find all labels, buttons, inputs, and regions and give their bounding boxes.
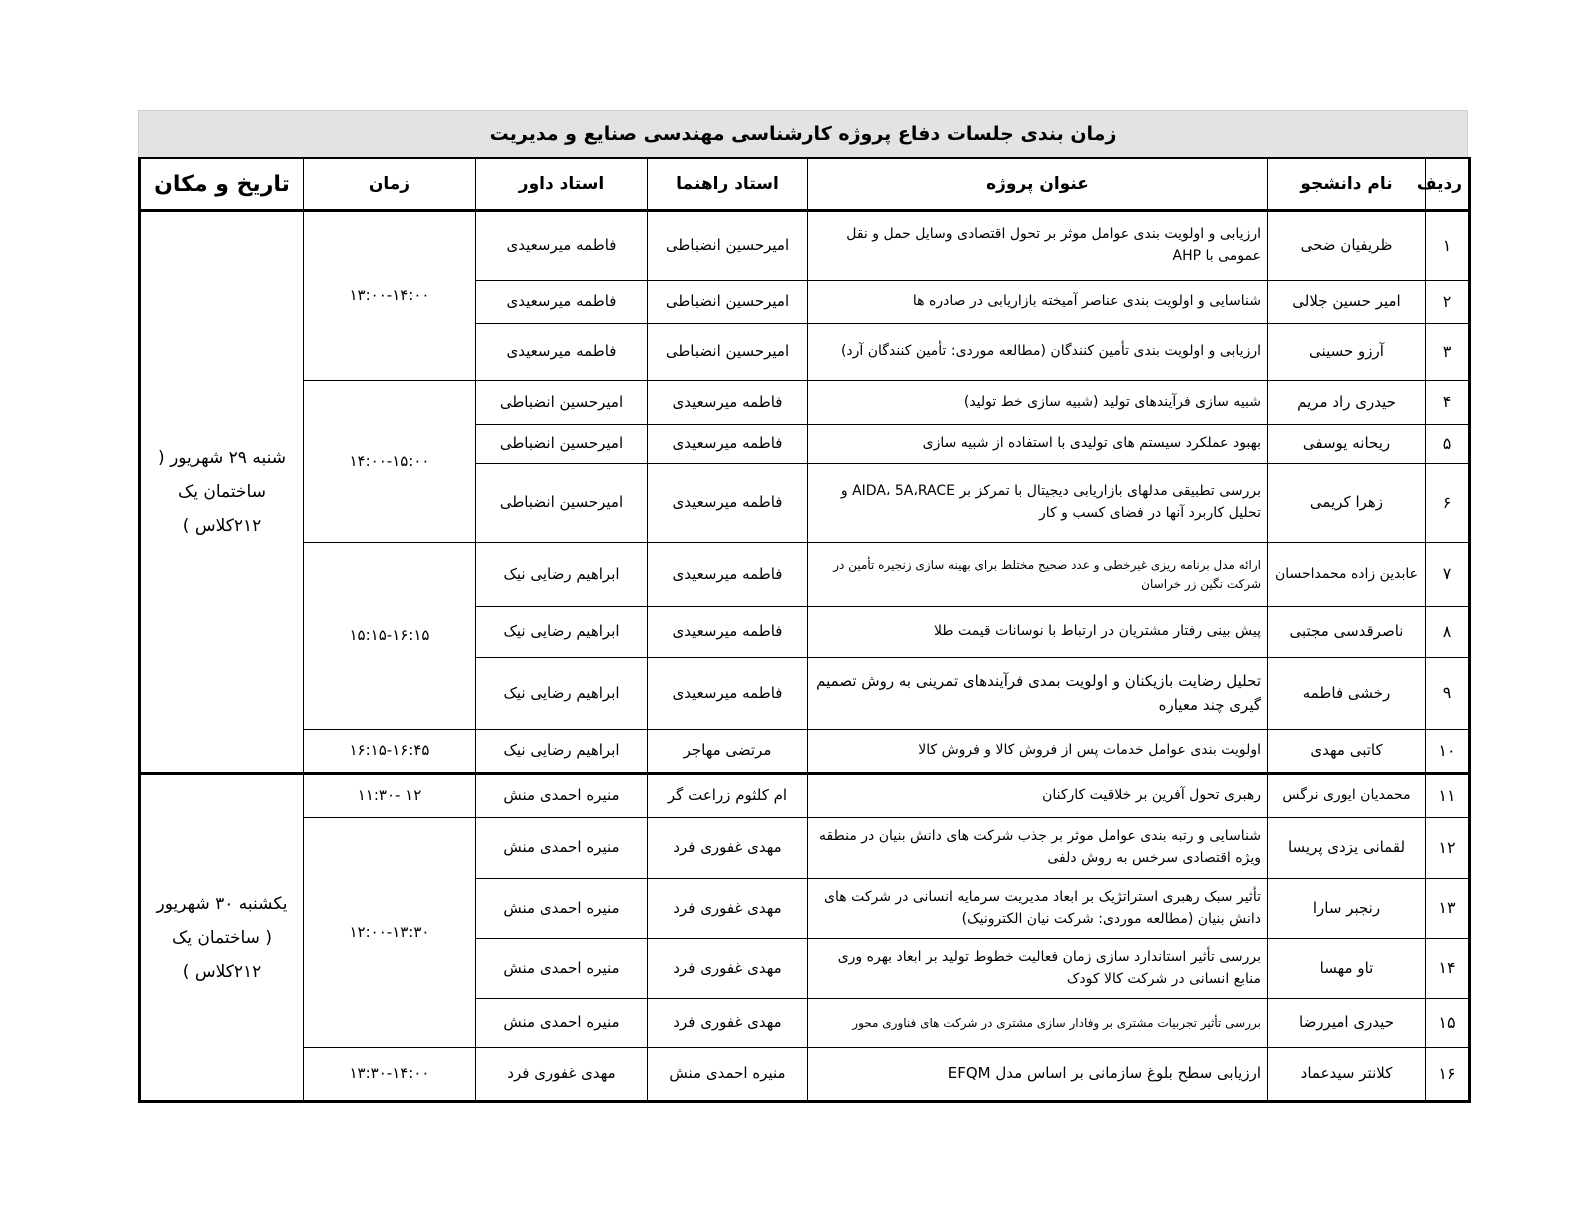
advisor-name: فاطمه میرسعیدی (648, 464, 808, 543)
time-slot: ۱۴:۰۰-۱۵:۰۰ (304, 381, 476, 543)
header-advisor: استاد راهنما (648, 158, 808, 211)
advisor-name: مرتضی مهاجر (648, 730, 808, 774)
row-number: ۱۰ (1426, 730, 1470, 774)
time-slot: ۱۳:۰۰-۱۴:۰۰ (304, 211, 476, 381)
page-title: زمان بندی جلسات دفاع پروژه کارشناسی مهندسی صنایع و مدیریت (138, 110, 1468, 157)
advisor-name: فاطمه میرسعیدی (648, 658, 808, 730)
row-number: ۳ (1426, 324, 1470, 381)
table-row (140, 730, 1470, 774)
student-name: ریحانه یوسفی (1268, 425, 1426, 464)
table-row (140, 818, 1470, 879)
project-title: شناسایی و رتبه بندی عوامل موثر بر جذب شرکت های دانش بنیان در منطقه ویژه اقتصادی سرخس به روش دلفی (808, 818, 1268, 879)
date-location: یکشنبه ۳۰ شهریور ( ساختمان یک ۲۱۲کلاس ) (140, 774, 304, 1102)
project-title: ارائه مدل برنامه ریزی غیرخطی و عدد صحیح مختلط برای بهینه سازی زنجیره تأمین در شرکت نگین زر خراسان (808, 543, 1268, 607)
referee-name: امیرحسین انضباطی (476, 464, 648, 543)
referee-name: منیره احمدی منش (476, 999, 648, 1048)
time-slot: ۱۳:۳۰-۱۴:۰۰ (304, 1048, 476, 1102)
schedule-table (138, 157, 1471, 1103)
project-title: ارزیابی و اولویت بندی عوامل موثر بر تحول اقتصادی وسایل حمل و نقل عمومی با AHP (808, 211, 1268, 281)
schedule-sheet (138, 110, 1468, 1103)
row-number: ۱۶ (1426, 1048, 1470, 1102)
header-referee: استاد داور (476, 158, 648, 211)
date-location: شنبه ۲۹ شهریور ( ساختمان یک ۲۱۲کلاس ) (140, 211, 304, 774)
advisor-name: ام کلثوم زراعت گر (648, 774, 808, 818)
project-title: بررسی تأثیر تجربیات مشتری بر وفادار سازی مشتری در شرکت های فناوری محور (808, 999, 1268, 1048)
table-row (140, 211, 1470, 281)
table-row (140, 381, 1470, 425)
project-title: پیش بینی رفتار مشتریان در ارتباط با نوسانات قیمت طلا (808, 607, 1268, 658)
row-number: ۴ (1426, 381, 1470, 425)
advisor-name: فاطمه میرسعیدی (648, 425, 808, 464)
referee-name: مهدی غفوری فرد (476, 1048, 648, 1102)
row-number: ۱۴ (1426, 939, 1470, 999)
project-title: رهبری تحول آفرین بر خلاقیت کارکنان (808, 774, 1268, 818)
student-name: رنجبر سارا (1268, 879, 1426, 939)
project-title: اولویت بندی عوامل خدمات پس از فروش کالا و فروش کالا (808, 730, 1268, 774)
student-name: کاتبی مهدی (1268, 730, 1426, 774)
header-row (140, 158, 1470, 211)
advisor-name: امیرحسین انضباطی (648, 211, 808, 281)
row-number: ۱۳ (1426, 879, 1470, 939)
advisor-name: مهدی غفوری فرد (648, 939, 808, 999)
referee-name: منیره احمدی منش (476, 939, 648, 999)
row-number: ۲ (1426, 281, 1470, 324)
row-number: ۸ (1426, 607, 1470, 658)
row-number: ۱۲ (1426, 818, 1470, 879)
referee-name: منیره احمدی منش (476, 774, 648, 818)
advisor-name: امیرحسین انضباطی (648, 281, 808, 324)
referee-name: منیره احمدی منش (476, 879, 648, 939)
advisor-name: مهدی غفوری فرد (648, 999, 808, 1048)
student-name: کلانتر سیدعماد (1268, 1048, 1426, 1102)
table-row (140, 543, 1470, 607)
advisor-name: امیرحسین انضباطی (648, 324, 808, 381)
project-title: بررسی تطبیقی مدلهای بازاریابی دیجیتال با تمرکز بر AIDA، 5A،RACE و تحلیل کاربرد آنها در فضای کسب و کار (808, 464, 1268, 543)
referee-name: ابراهیم رضایی نیک (476, 658, 648, 730)
student-name: محمدیان ایوری نرگس (1268, 774, 1426, 818)
referee-name: امیرحسین انضباطی (476, 425, 648, 464)
time-slot: ۱۶:۱۵-۱۶:۴۵ (304, 730, 476, 774)
header-datetime: تاریخ و مکان (140, 158, 304, 211)
row-number: ۵ (1426, 425, 1470, 464)
project-title: ارزیابی و اولویت بندی تأمین کنندگان (مطالعه موردی: تأمین کنندگان آرد) (808, 324, 1268, 381)
project-title: تأثیر سبک رهبری استراتژیک بر ابعاد مدیریت سرمایه انسانی در شرکت های دانش بنیان (مطالعه موردی: شرکت نیان الکترونیک) (808, 879, 1268, 939)
referee-name: ابراهیم رضایی نیک (476, 730, 648, 774)
student-name: آرزو حسینی (1268, 324, 1426, 381)
advisor-name: فاطمه میرسعیدی (648, 381, 808, 425)
row-number: ۱ (1426, 211, 1470, 281)
project-title: شبیه سازی فرآیندهای تولید (شبیه سازی خط تولید) (808, 381, 1268, 425)
project-title: بهبود عملکرد سیستم های تولیدی با استفاده از شبیه سازی (808, 425, 1268, 464)
row-number: ۱۵ (1426, 999, 1470, 1048)
header-time: زمان (304, 158, 476, 211)
advisor-name: فاطمه میرسعیدی (648, 543, 808, 607)
referee-name: فاطمه میرسعیدی (476, 324, 648, 381)
header-student: نام دانشجو (1268, 158, 1426, 211)
student-name: حیدری امیررضا (1268, 999, 1426, 1048)
referee-name: ابراهیم رضایی نیک (476, 607, 648, 658)
student-name: ناصرقدسی مجتبی (1268, 607, 1426, 658)
student-name: تاو مهسا (1268, 939, 1426, 999)
header-row-number: ردیف (1426, 158, 1470, 211)
referee-name: فاطمه میرسعیدی (476, 211, 648, 281)
advisor-name: فاطمه میرسعیدی (648, 607, 808, 658)
table-row (140, 774, 1470, 818)
row-number: ۱۱ (1426, 774, 1470, 818)
student-name: امیر حسین جلالی (1268, 281, 1426, 324)
student-name: لقمانی یزدی پریسا (1268, 818, 1426, 879)
project-title: تحلیل رضایت بازیکنان و اولویت بمدی فرآیندهای تمرینی به روش تصمیم گیری چند معیاره (808, 658, 1268, 730)
row-number: ۶ (1426, 464, 1470, 543)
student-name: حیدری راد مریم (1268, 381, 1426, 425)
row-number: ۹ (1426, 658, 1470, 730)
time-slot: ۱۵:۱۵-۱۶:۱۵ (304, 543, 476, 730)
student-name: عابدین زاده محمداحسان (1268, 543, 1426, 607)
advisor-name: مهدی غفوری فرد (648, 818, 808, 879)
time-slot: ۱۲ -۱۱:۳۰ (304, 774, 476, 818)
referee-name: ابراهیم رضایی نیک (476, 543, 648, 607)
student-name: زهرا کریمی (1268, 464, 1426, 543)
referee-name: امیرحسین انضباطی (476, 381, 648, 425)
advisor-name: مهدی غفوری فرد (648, 879, 808, 939)
table-row (140, 1048, 1470, 1102)
row-number: ۷ (1426, 543, 1470, 607)
advisor-name: منیره احمدی منش (648, 1048, 808, 1102)
referee-name: منیره احمدی منش (476, 818, 648, 879)
header-project: عنوان پروژه (808, 158, 1268, 211)
project-title: بررسی تأثیر استاندارد سازی زمان فعالیت خطوط تولید بر ابعاد بهره وری منابع انسانی در شرکت کالا کودک (808, 939, 1268, 999)
project-title: ارزیابی سطح بلوغ سازمانی بر اساس مدل EFQM (808, 1048, 1268, 1102)
student-name: ظریفیان ضحی (1268, 211, 1426, 281)
project-title: شناسایی و اولویت بندی عناصر آمیخته بازاریابی در صادره ها (808, 281, 1268, 324)
time-slot: ۱۲:۰۰-۱۳:۳۰ (304, 818, 476, 1048)
student-name: رخشی فاطمه (1268, 658, 1426, 730)
referee-name: فاطمه میرسعیدی (476, 281, 648, 324)
